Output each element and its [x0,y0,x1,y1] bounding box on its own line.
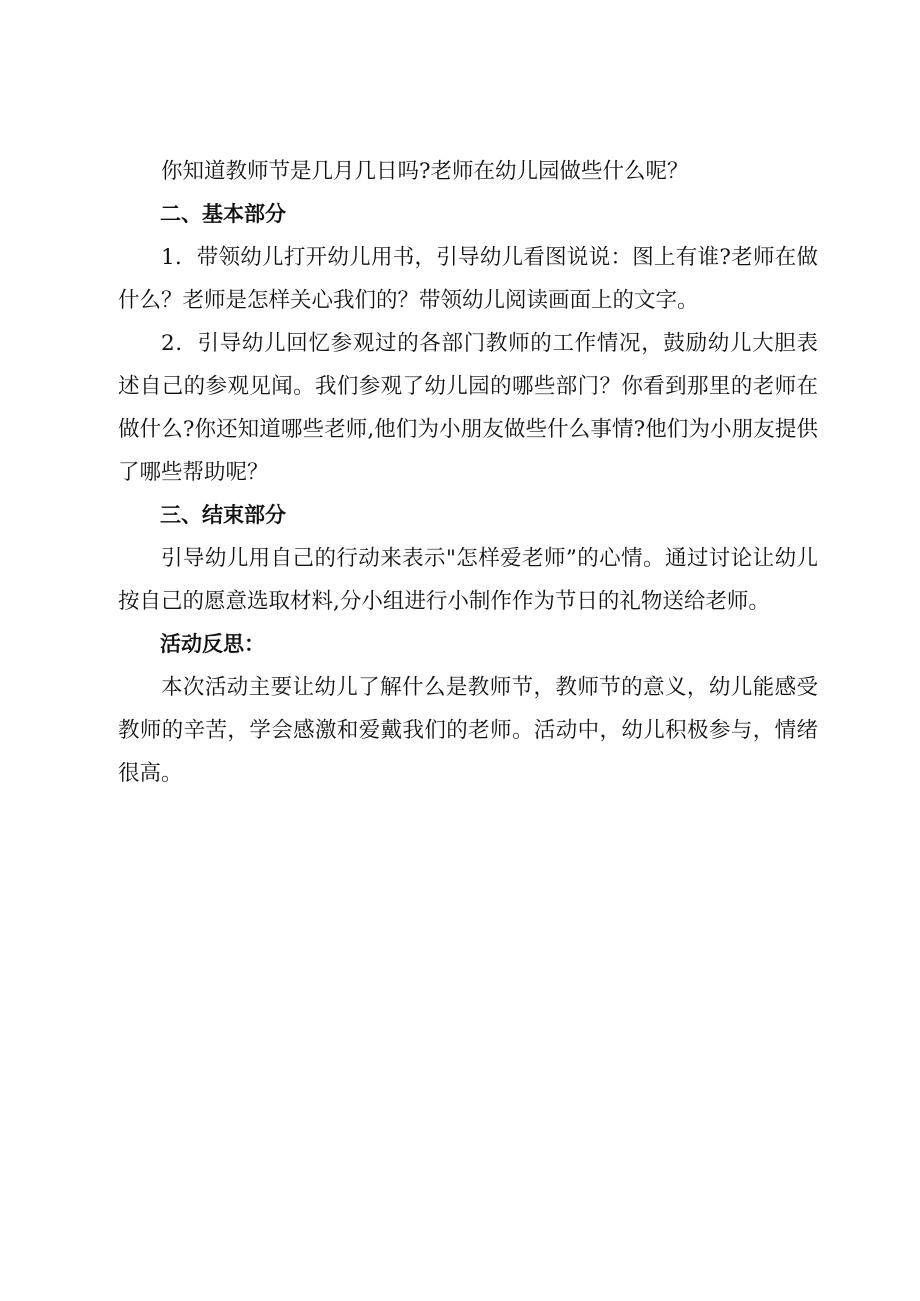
section-heading-basic: 二、基本部分 [160,202,286,226]
reflection-heading: 活动反思： [160,632,265,656]
intro-paragraph: 你知道教师节是几月几日吗?老师在幼儿园做些什么呢？ [161,159,689,184]
reflection-paragraph: 本次活动主要让幼儿了解什么是教师节，教师节的意义，幼儿能感受教师的辛苦，学会感激和爱戴我们的老师。活动中，幼儿积极参与，情绪很高。 [118,675,818,786]
closing-paragraph: 引导幼儿用自己的行动来表示"怎样爱老师”的心情。通过讨论让幼儿按自己的愿意选取材料,分小组进行小制作作为节日的礼物送给老师。 [118,546,818,614]
item-2-paragraph: 2．引导幼儿回忆参观过的各部门教师的工作情况，鼓励幼儿大胆表述自己的参观见闻。我们参观了幼儿园的哪些部门？你看到那里的老师在做什么?你还知道哪些老师,他们为小朋友做些什么事情?他们为小朋友提供了哪些帮助呢？ [118,331,818,485]
section-heading-ending: 三、结束部分 [160,503,286,527]
document-page [118,150,818,795]
item-1-paragraph: 1．带领幼儿打开幼儿用书，引导幼儿看图说说：图上有谁?老师在做什么？老师是怎样关心我们的？带领幼儿阅读画面上的文字。 [118,245,818,313]
